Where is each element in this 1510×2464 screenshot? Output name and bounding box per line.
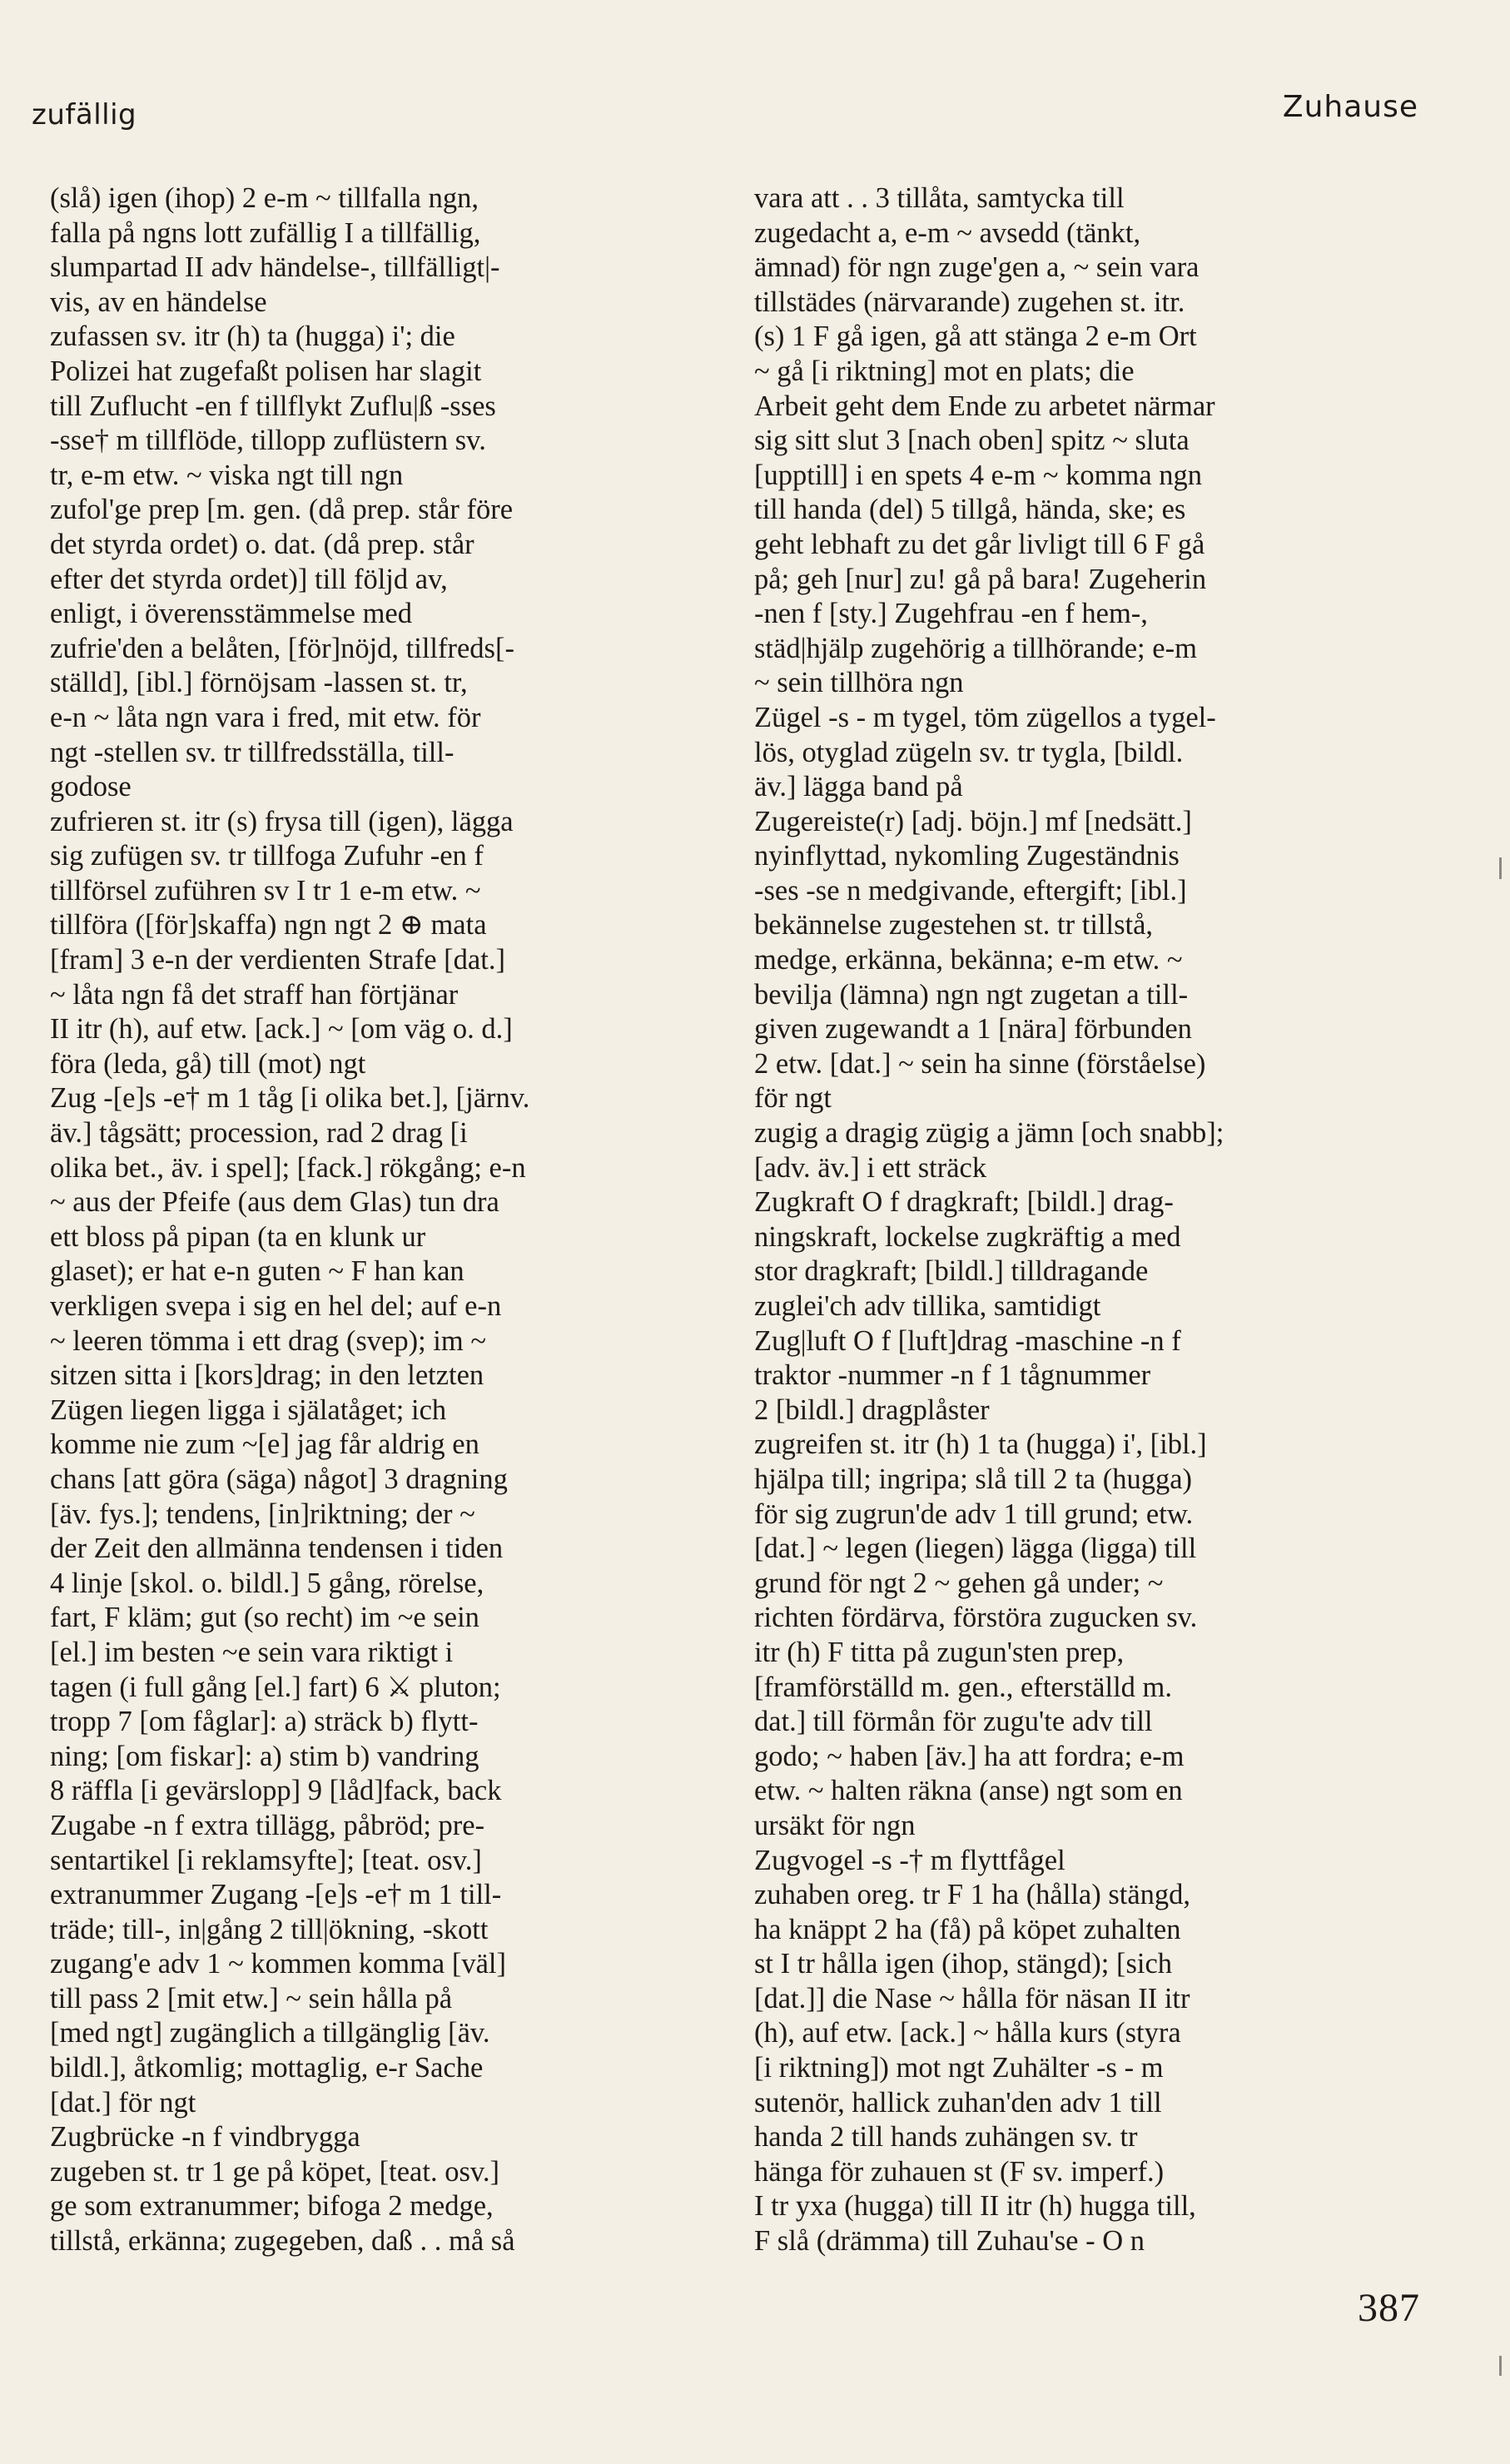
entry-line: till handa (del) 5 tillgå, hända, ske; es bbox=[754, 494, 1186, 526]
entry-line: -sse† m tillflöde, tillopp zuflüstern sv. bbox=[50, 425, 486, 457]
entry-line: Zugbrücke -n f vindbrygga bbox=[50, 2121, 360, 2154]
entry-line: till Zuflucht -en f tillflykt Zuflu|ß -sses bbox=[50, 390, 496, 422]
entry-line: zufrieren st. itr (s) frysa till (igen), lägga bbox=[50, 805, 514, 837]
entry-line: st I tr hålla igen (ihop, stängd); [sich bbox=[754, 1948, 1173, 1980]
entry-line: tropp 7 [om fåglar]: a) sträck b) flytt- bbox=[50, 1706, 479, 1738]
entry-line: zuhaben oreg. tr F 1 ha (hålla) stängd, bbox=[754, 1879, 1191, 1911]
entry-line: Zügen liegen ligga i själatåget; ich bbox=[50, 1393, 447, 1426]
entry-line: lös, otyglad zügeln sv. tr tygla, [bildl. bbox=[754, 736, 1184, 768]
entry-line: äv.] lägga band på bbox=[754, 771, 963, 803]
page-number: 387 bbox=[1358, 2286, 1420, 2330]
entry-line: I tr yxa (hugga) till II itr (h) hugga till, bbox=[754, 2190, 1196, 2223]
entry-line: (h), auf etw. [ack.] ~ hålla kurs (styra bbox=[754, 2017, 1181, 2049]
entry-line: dat.] till förmån för zugu'te adv till bbox=[754, 1706, 1153, 1738]
entry-line: ngt -stellen sv. tr tillfredsställa, till- bbox=[50, 736, 454, 768]
entry-line: tr, e-m etw. ~ viska ngt till ngn bbox=[50, 459, 404, 491]
entry-line: bevilja (lämna) ngn ngt zugetan a till- bbox=[754, 978, 1189, 1011]
entry-line: Zugabe -n f extra tillägg, påbröd; pre- bbox=[50, 1809, 485, 1841]
entry-line: II itr (h), auf etw. [ack.] ~ [om väg o. d.] bbox=[50, 1013, 513, 1046]
dictionary-column-right bbox=[754, 181, 1224, 2259]
entry-line: ha knäppt 2 ha (få) på köpet zuhalten bbox=[754, 1913, 1181, 1945]
entry-line: fart, F kläm; gut (so recht) im ~e sein bbox=[50, 1602, 479, 1634]
entry-line: falla på ngns lott zufällig I a tillfällig, bbox=[50, 216, 481, 249]
entry-line: bekännelse zugestehen st. tr tillstå, bbox=[754, 909, 1154, 941]
entry-line: olika bet., äv. i spel]; [fack.] rökgång; e-n bbox=[50, 1151, 526, 1184]
entry-line: F slå (drämma) till Zuhau'se - O n bbox=[754, 2225, 1145, 2258]
entry-line: ämnad) för ngn zuge'gen a, ~ sein vara bbox=[754, 251, 1200, 284]
entry-line: på; geh [nur] zu! gå på bara! Zugeherin bbox=[754, 563, 1207, 595]
entry-line: zufrie'den a belåten, [för]nöjd, tillfreds[- bbox=[50, 632, 514, 664]
entry-line: medge, erkänna, bekänna; e-m etw. ~ bbox=[754, 944, 1183, 976]
entry-line: godo; ~ haben [äv.] ha att fordra; e-m bbox=[754, 1740, 1185, 1772]
entry-line: sentartikel [i reklamsyfte]; [teat. osv.] bbox=[50, 1844, 482, 1876]
entry-line: ~ låta ngn få det straff han förtjänar bbox=[50, 978, 459, 1011]
entry-line: tillföra ([för]skaffa) ngn ngt 2 ⊕ mata bbox=[50, 909, 487, 941]
entry-line: zugeben st. tr 1 ge på köpet, [teat. osv.] bbox=[50, 2155, 500, 2188]
entry-line: ~ leeren tömma i ett drag (svep); im ~ bbox=[50, 1324, 487, 1357]
entry-line: [upptill] i en spets 4 e-m ~ komma ngn bbox=[754, 459, 1203, 491]
entry-line: träde; till-, in|gång 2 till|ökning, -skott bbox=[50, 1913, 489, 1945]
entry-line: Zug -[e]s -e† m 1 tåg [i olika bet.], [järnv. bbox=[50, 1082, 530, 1115]
entry-line: -ses -se n medgivande, eftergift; [ibl.] bbox=[754, 874, 1187, 907]
entry-line: ning; [om fiskar]: a) stim b) vandring bbox=[50, 1740, 479, 1772]
entry-line: sig sitt slut 3 [nach oben] spitz ~ sluta bbox=[754, 425, 1190, 457]
entry-line: [dat.] för ngt bbox=[50, 2086, 196, 2119]
entry-line: [framförställd m. gen., efterställd m. bbox=[754, 1671, 1173, 1703]
entry-line: ~ sein tillhöra ngn bbox=[754, 667, 964, 699]
entry-line: hjälpa till; ingripa; slå till 2 ta (hugga) bbox=[754, 1463, 1193, 1495]
entry-line: Zugvogel -s -† m flyttfågel bbox=[754, 1844, 1065, 1876]
entry-line: ursäkt för ngn bbox=[754, 1809, 916, 1841]
entry-line: ställd], [ibl.] förnöjsam -lassen st. tr, bbox=[50, 667, 468, 699]
entry-line: Zügel -s - m tygel, töm zügellos a tygel- bbox=[754, 701, 1216, 733]
entry-line: tillstå, erkänna; zugegeben, daß . . må så bbox=[50, 2225, 515, 2258]
entry-line: för sig zugrun'de adv 1 till grund; etw. bbox=[754, 1498, 1194, 1530]
entry-line: 2 etw. [dat.] ~ sein ha sinne (förståelse) bbox=[754, 1047, 1206, 1080]
entry-line: 2 [bildl.] dragplåster bbox=[754, 1393, 990, 1426]
entry-line: [i riktning]) mot ngt Zuhälter -s - m bbox=[754, 2052, 1164, 2084]
entry-line: der Zeit den allmänna tendensen i tiden bbox=[50, 1533, 504, 1565]
entry-line: vis, av en händelse bbox=[50, 286, 267, 318]
entry-line: etw. ~ halten räkna (anse) ngt som en bbox=[754, 1775, 1183, 1807]
entry-line: det styrda ordet) o. dat. (då prep. står bbox=[50, 528, 474, 560]
entry-line: zufol'ge prep [m. gen. (då prep. står före bbox=[50, 494, 514, 526]
entry-line: godose bbox=[50, 771, 132, 803]
entry-line: 8 räffla [i gevärslopp] 9 [låd]fack, back bbox=[50, 1775, 502, 1807]
entry-line: ~ aus der Pfeife (aus dem Glas) tun dra bbox=[50, 1186, 499, 1219]
entry-line: (s) 1 F gå igen, gå att stänga 2 e-m Ort bbox=[754, 320, 1197, 353]
guide-word-left: zufällig bbox=[32, 98, 137, 132]
entry-line: zugang'e adv 1 ~ kommen komma [väl] bbox=[50, 1948, 506, 1980]
page-edge-mark bbox=[1499, 857, 1502, 879]
entry-line: [med ngt] zugänglich a tillgänglig [äv. bbox=[50, 2017, 490, 2049]
entry-line: till pass 2 [mit etw.] ~ sein hålla på bbox=[50, 1982, 453, 2014]
entry-line: extranummer Zugang -[e]s -e† m 1 till- bbox=[50, 1879, 502, 1911]
guide-word-right: Zuhause bbox=[1282, 90, 1418, 124]
entry-line: för ngt bbox=[754, 1082, 832, 1115]
entry-line: zufassen sv. itr (h) ta (hugga) i'; die bbox=[50, 320, 455, 353]
entry-line: tillstädes (närvarande) zugehen st. itr. bbox=[754, 286, 1185, 318]
entry-line: ge som extranummer; bifoga 2 medge, bbox=[50, 2190, 494, 2223]
entry-line: äv.] tågsätt; procession, rad 2 drag [i bbox=[50, 1117, 468, 1150]
entry-line: [fram] 3 e-n der verdienten Strafe [dat.] bbox=[50, 944, 505, 976]
entry-line: ett bloss på pipan (ta en klunk ur bbox=[50, 1220, 426, 1253]
entry-line: enligt, i överensstämmelse med bbox=[50, 598, 412, 630]
entry-line: geht lebhaft zu det går livligt till 6 F gå bbox=[754, 528, 1205, 560]
entry-line: zugedacht a, e-m ~ avsedd (tänkt, bbox=[754, 216, 1141, 249]
entry-line: föra (leda, gå) till (mot) ngt bbox=[50, 1047, 366, 1080]
entry-line: städ|hjälp zugehörig a tillhörande; e-m bbox=[754, 632, 1197, 664]
entry-line: -nen f [sty.] Zugehfrau -en f hem-, bbox=[754, 598, 1148, 630]
entry-line: sig zufügen sv. tr tillfoga Zufuhr -en f bbox=[50, 840, 484, 872]
entry-line: [adv. äv.] i ett sträck bbox=[754, 1151, 987, 1184]
entry-line: komme nie zum ~[e] jag får aldrig en bbox=[50, 1428, 479, 1461]
entry-line: Polizei hat zugefaßt polisen har slagit bbox=[50, 355, 482, 387]
entry-line: sutenör, hallick zuhan'den adv 1 till bbox=[754, 2086, 1162, 2119]
entry-line: slumpartad II adv händelse-, tillfälligt|- bbox=[50, 251, 500, 284]
entry-line: chans [att göra (säga) något] 3 dragning bbox=[50, 1463, 508, 1495]
entry-line: verkligen svepa i sig en hel del; auf e-n bbox=[50, 1290, 502, 1322]
entry-line: Zugereiste(r) [adj. böjn.] mf [nedsätt.] bbox=[754, 805, 1192, 837]
entry-line: Zugkraft O f dragkraft; [bildl.] drag- bbox=[754, 1186, 1174, 1219]
entry-line: hänga för zuhauen st (F sv. imperf.) bbox=[754, 2155, 1165, 2188]
entry-line: [äv. fys.]; tendens, [in]riktning; der ~ bbox=[50, 1498, 475, 1530]
entry-line: traktor -nummer -n f 1 tågnummer bbox=[754, 1359, 1151, 1392]
entry-line: ~ gå [i riktning] mot en plats; die bbox=[754, 355, 1135, 387]
entry-line: sitzen sitta i [kors]drag; in den letzten bbox=[50, 1359, 484, 1392]
entry-line: [dat.] ~ legen (liegen) lägga (ligga) till bbox=[754, 1533, 1197, 1565]
entry-line: richten fördärva, förstöra zugucken sv. bbox=[754, 1602, 1198, 1634]
entry-line: given zugewandt a 1 [nära] förbunden bbox=[754, 1013, 1192, 1046]
entry-line: Arbeit geht dem Ende zu arbetet närmar bbox=[754, 390, 1215, 422]
entry-line: tagen (i full gång [el.] fart) 6 ⚔ pluton; bbox=[50, 1671, 501, 1703]
entry-line: Zug|luft O f [luft]drag -maschine -n f bbox=[754, 1324, 1181, 1357]
entry-line: handa 2 till hands zuhängen sv. tr bbox=[754, 2121, 1138, 2154]
entry-line: ningskraft, lockelse zugkräftig a med bbox=[754, 1220, 1181, 1253]
entry-line: bildl.], åtkomlig; mottaglig, e-r Sache bbox=[50, 2052, 484, 2084]
entry-line: zugreifen st. itr (h) 1 ta (hugga) i', [ibl.] bbox=[754, 1428, 1207, 1461]
entry-line: [el.] im besten ~e sein vara riktigt i bbox=[50, 1636, 454, 1668]
entry-line: tillförsel zuführen sv I tr 1 e-m etw. ~ bbox=[50, 874, 481, 907]
entry-line: grund för ngt 2 ~ gehen gå under; ~ bbox=[754, 1567, 1164, 1599]
entry-line: 4 linje [skol. o. bildl.] 5 gång, rörelse, bbox=[50, 1567, 484, 1599]
entry-line: efter det styrda ordet)] till följd av, bbox=[50, 563, 448, 595]
entry-line: vara att . . 3 tillåta, samtycka till bbox=[754, 182, 1125, 214]
dictionary-column-left bbox=[50, 181, 529, 2259]
entry-line: e-n ~ låta ngn vara i fred, mit etw. för bbox=[50, 701, 481, 733]
entry-line: stor dragkraft; [bildl.] tilldragande bbox=[754, 1255, 1149, 1288]
entry-line: (slå) igen (ihop) 2 e-m ~ tillfalla ngn, bbox=[50, 182, 479, 214]
entry-line: itr (h) F titta på zugun'sten prep, bbox=[754, 1636, 1125, 1668]
page-edge-mark bbox=[1499, 2356, 1502, 2376]
entry-line: zuglei'ch adv tillika, samtidigt bbox=[754, 1290, 1101, 1322]
entry-line: [dat.]] die Nase ~ hålla för näsan II itr bbox=[754, 1982, 1190, 2014]
entry-line: zugig a dragig zügig a jämn [och snabb]; bbox=[754, 1117, 1224, 1150]
entry-line: nyinflyttad, nykomling Zugeständnis bbox=[754, 840, 1180, 872]
entry-line: glaset); er hat e-n guten ~ F han kan bbox=[50, 1255, 464, 1288]
